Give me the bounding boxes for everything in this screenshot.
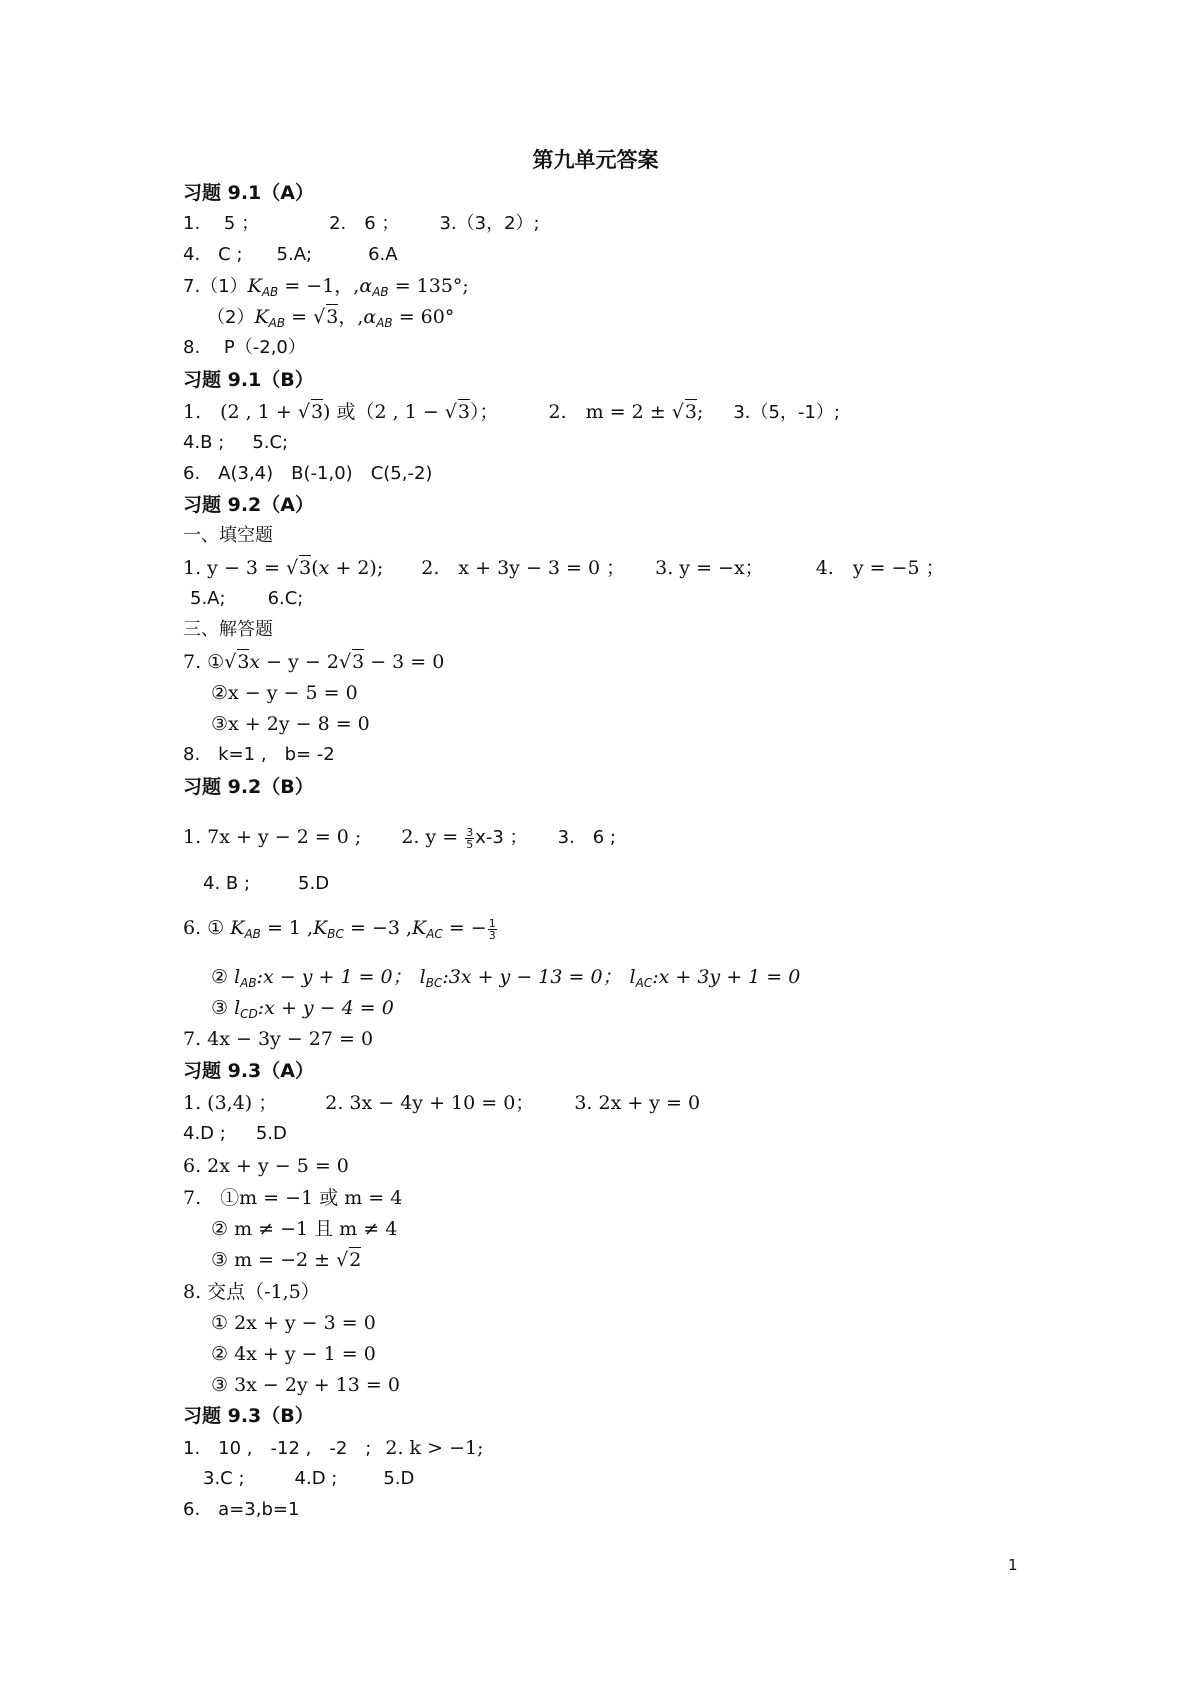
math-expression: x-3 ； (475, 827, 528, 848)
fraction-numerator: 1 (488, 916, 496, 930)
answer-line (203, 871, 329, 897)
answer-line (183, 1090, 700, 1116)
section-heading-9-2-a: 习题 9.2（A） (183, 494, 314, 516)
answer-line-7-c (211, 1247, 361, 1273)
section-heading-9-2-b: 习题 9.2（B） (183, 776, 314, 798)
answer-line-6-3 (211, 995, 394, 1022)
answer-5: 5.D (298, 873, 330, 894)
math-expression: :x + y − 4 = 0 (257, 997, 394, 1019)
math-expression: ; (696, 401, 704, 423)
math-subscript: AC (635, 976, 653, 990)
answer-line-8-a: ① 2x + y − 3 = 0 (211, 1312, 376, 1334)
answer-3: 3.（5，-1）; (733, 402, 840, 423)
answer-1: 1. (3,4) ； (183, 1092, 278, 1114)
math-symbol: x (318, 557, 330, 579)
sqrt-radicand: 2 (349, 1249, 362, 1271)
math-symbol: K (247, 275, 262, 297)
math-expression: + 2); (329, 557, 384, 579)
answer-line (183, 399, 840, 426)
math-expression: 2. y = (401, 826, 465, 848)
math-expression: 2. m = 2 ± √ (548, 401, 684, 423)
math-expression: = 1 , (260, 917, 314, 939)
math-symbol: x (249, 651, 261, 673)
answer-line-8: 8. k=1 , b= -2 (183, 744, 335, 765)
answer-line-7-c: ③x + 2y − 8 = 0 (211, 713, 370, 735)
sqrt-radicand: 3 (352, 651, 365, 673)
math-symbol: l (419, 966, 426, 988)
answer-line-8: 8. 交点（-1,5） (183, 1281, 320, 1303)
math-subscript: AB (268, 316, 286, 330)
fraction-denominator: 5 (466, 837, 474, 851)
math-subscript: BC (327, 927, 344, 941)
answer-4: 4. B ; (203, 873, 251, 894)
answer-line (183, 242, 398, 268)
item-number: 6. ① (183, 917, 231, 939)
math-expression: = −1，, (278, 275, 360, 297)
answer-5: 5.A; (276, 244, 313, 265)
answer-line (183, 430, 288, 456)
answer-line-7-a (183, 649, 444, 676)
math-subscript: AB (244, 927, 261, 941)
math-expression: = −3 , (343, 917, 412, 939)
math-subscript: AB (240, 976, 257, 990)
math-expression: :3x + y − 13 = 0； (442, 966, 622, 988)
answer-1: 1. 5 ； (183, 213, 260, 234)
math-expression: − 3 = 0 (364, 651, 445, 673)
answer-4: 4. C ; (183, 244, 243, 265)
math-expression: − y − 2√ (260, 651, 352, 673)
answer-line-7-b: ② m ≠ −1 且 m ≠ 4 (211, 1218, 398, 1240)
answer-line-7-a: 7. ①m = −1 或 m = 4 (183, 1187, 403, 1209)
math-expression: = √ (285, 306, 326, 328)
math-symbol: l (234, 966, 241, 988)
answer-line-8-c: ③ 3x − 2y + 13 = 0 (211, 1374, 400, 1396)
answer-line (183, 1435, 483, 1462)
math-expression: ) 或（2 , 1 − √ (323, 401, 457, 423)
answer-2: 2. k > −1; (385, 1437, 484, 1459)
math-subscript: AB (261, 285, 279, 299)
math-expression: ，, (338, 306, 364, 328)
answer-line-6-1 (183, 915, 498, 942)
math-expression: ( (311, 557, 319, 579)
answer-3: 3.C ; (203, 1468, 245, 1489)
math-subscript: AB (376, 316, 393, 330)
answer-6: 6.A (368, 244, 398, 265)
math-expression: = − (442, 917, 487, 939)
math-expression: 1. y − 3 = √ (183, 557, 299, 579)
math-expression: ③ m = −2 ± √ (211, 1249, 349, 1271)
answer-line-8: 8. P（-2,0） (183, 337, 306, 358)
math-expression: 1. (2 , 1 + √ (183, 401, 310, 423)
math-symbol: l (629, 966, 636, 988)
answer-line (183, 824, 616, 851)
math-expression: :x − y + 1 = 0； (256, 966, 412, 988)
sqrt-radicand: 3 (326, 306, 339, 328)
fraction-denominator: 3 (488, 928, 496, 942)
section-heading-9-1-a: 习题 9.1（A） (183, 182, 314, 204)
answer-line-8-b: ② 4x + y − 1 = 0 (211, 1343, 376, 1365)
math-subscript: AB (372, 285, 389, 299)
item-number: ② (211, 966, 235, 988)
fraction (465, 827, 474, 850)
answer-2: 2. 6 ； (329, 213, 400, 234)
answer-line-7: 7. 4x − 3y − 27 = 0 (183, 1028, 374, 1050)
math-expression: = 60° (392, 306, 455, 328)
answer-5: 5.D (383, 1468, 415, 1489)
answer-line (183, 1121, 287, 1147)
answer-3: 3. y = −x； (655, 557, 764, 579)
answer-line (190, 586, 303, 612)
fraction (488, 918, 497, 941)
answer-line-6-2 (211, 964, 800, 991)
section-heading-9-3-b: 习题 9.3（B） (183, 1405, 314, 1427)
answer-4: 4. y = −5 ； (815, 557, 945, 579)
point-a: 6. A(3,4) (183, 463, 274, 484)
answer-4: 4.D ; (183, 1123, 226, 1144)
math-expression: ）； (470, 401, 499, 423)
answer-line-6: 6. a=3,b=1 (183, 1499, 300, 1520)
section-heading-9-3-a: 习题 9.3（A） (183, 1060, 314, 1082)
item-number: ③ (211, 997, 235, 1019)
point-c: C(5,-2) (370, 463, 433, 484)
answer-3: 3. 2x + y = 0 (574, 1092, 701, 1114)
fraction-numerator: 3 (466, 825, 474, 839)
math-subscript: AC (426, 927, 443, 941)
answer-4: 4.D ; (294, 1468, 338, 1489)
math-symbol: K (412, 917, 427, 939)
page-title: 第九单元答案 (532, 148, 659, 172)
sqrt-radicand: 3 (457, 401, 470, 423)
answer-line-7-b: ②x − y − 5 = 0 (211, 682, 358, 704)
answer-6: 6.C; (267, 588, 304, 609)
math-expression: :x + 3y + 1 = 0 (652, 966, 801, 988)
math-subscript: BC (425, 976, 443, 990)
answer-line-7-2 (207, 304, 454, 331)
math-symbol: K (313, 917, 328, 939)
item-number: 7.（1） (183, 276, 248, 297)
section-heading-9-1-b: 习题 9.1（B） (183, 369, 314, 391)
answer-line-6: 6. 2x + y − 5 = 0 (183, 1155, 349, 1177)
math-symbol: α (363, 306, 377, 328)
answer-2: 2. x + 3y − 3 = 0 ； (421, 557, 626, 579)
answer-4: 4.B ; (183, 432, 225, 453)
answer-line-7-1 (183, 273, 469, 300)
math-symbol: α (359, 275, 373, 297)
answer-5: 5.D (255, 1123, 287, 1144)
answer-5: 5.A; (190, 588, 226, 609)
math-subscript: CD (240, 1007, 258, 1021)
answer-line (203, 1466, 414, 1492)
math-symbol: K (230, 917, 245, 939)
sqrt-radicand: 3 (299, 557, 312, 579)
answer-2: 2. 3x − 4y + 10 = 0； (325, 1092, 535, 1114)
sqrt-radicand: 3 (684, 401, 697, 423)
answer-line (183, 211, 540, 237)
subsection-heading: 三、解答题 (183, 619, 273, 640)
answer-3: 3.（3，2）; (439, 213, 540, 234)
subsection-heading: 一、填空题 (183, 525, 273, 546)
answer-1: 1. 7x + y − 2 = 0 ; (183, 826, 362, 848)
math-expression: 7. ①√ (183, 651, 237, 673)
sqrt-radicand: 3 (310, 401, 324, 423)
math-symbol: K (254, 306, 269, 328)
item-number: （2） (207, 307, 255, 328)
answer-1: 1. 10 , -12 , -2 ; (183, 1438, 372, 1459)
page-number: 1 (1008, 1556, 1018, 1574)
math-expression: = 135°; (388, 275, 469, 297)
answer-line (183, 461, 432, 487)
answer-3: 3. 6 ; (557, 827, 616, 848)
sqrt-radicand: 3 (237, 651, 250, 673)
math-symbol: l (234, 997, 241, 1019)
point-b: B(-1,0) (291, 463, 353, 484)
answer-line (183, 555, 945, 582)
answer-5: 5.C; (252, 432, 289, 453)
